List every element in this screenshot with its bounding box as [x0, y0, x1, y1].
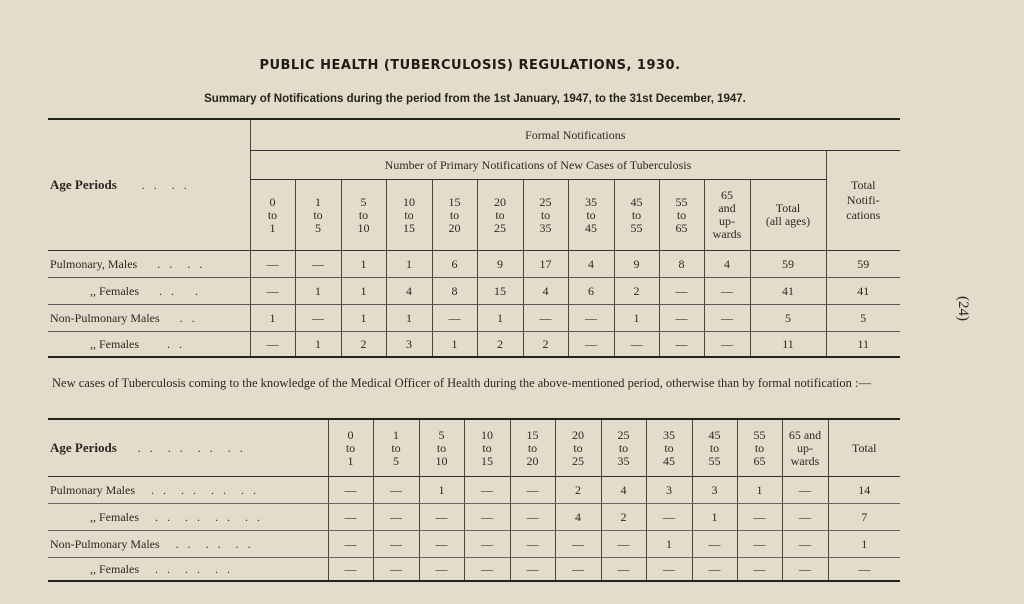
age-column-header: 45 to 55	[692, 419, 737, 477]
table-cell: 2	[614, 278, 659, 305]
table-cell: —	[782, 477, 828, 504]
table-cell: —	[555, 558, 601, 582]
table-cell: —	[828, 558, 900, 582]
table-row	[48, 305, 900, 332]
leader-dots: . . . . . . . .	[151, 482, 259, 497]
table-cell: —	[523, 305, 568, 332]
row-label: Non-Pulmonary Males . .	[48, 305, 250, 332]
table-cell: —	[659, 278, 704, 305]
table-cell: —	[782, 531, 828, 558]
table-cell: —	[250, 278, 295, 305]
formal-notifications-table	[48, 118, 900, 358]
table-cell: 1	[341, 278, 386, 305]
table-cell: 1	[386, 251, 432, 278]
table-cell: —	[646, 558, 692, 582]
table-cell: 15	[477, 278, 523, 305]
table-cell: —	[568, 332, 614, 358]
table-cell: —	[614, 332, 659, 358]
table-cell: 1	[477, 305, 523, 332]
total-all-ages-header: Total (all ages)	[750, 180, 826, 251]
age-column-header: 10 to 15	[386, 180, 432, 251]
table-cell: —	[373, 558, 419, 582]
table-cell: 41	[826, 278, 900, 305]
table-cell: —	[737, 504, 782, 531]
table-cell: —	[601, 558, 646, 582]
age-column-header: 45 to 55	[614, 180, 659, 251]
table-cell: 2	[477, 332, 523, 358]
table-cell: —	[373, 477, 419, 504]
table-cell: 17	[523, 251, 568, 278]
table-cell: —	[568, 305, 614, 332]
table-cell: 7	[828, 504, 900, 531]
table-cell: 1	[419, 477, 464, 504]
table-cell: 1	[250, 305, 295, 332]
table-cell: —	[464, 558, 510, 582]
table-cell: 4	[601, 477, 646, 504]
table-cell: —	[373, 531, 419, 558]
table-cell: —	[510, 504, 555, 531]
table-cell: —	[704, 332, 750, 358]
table-cell: —	[295, 305, 341, 332]
table-cell: 6	[432, 251, 477, 278]
table-row	[48, 477, 900, 504]
row-label: Pulmonary, Males . . . .	[48, 251, 250, 278]
table-cell: —	[432, 305, 477, 332]
total-notifications-header: Total Notifi- cations	[826, 151, 900, 251]
table-cell: 4	[523, 278, 568, 305]
table-cell: 9	[614, 251, 659, 278]
age-column-header: 55 to 65	[737, 419, 782, 477]
row-label: ,, Females . . . . . . . .	[48, 504, 328, 531]
table-row	[48, 504, 900, 531]
row-label: ,, Females . . .	[48, 278, 250, 305]
table-cell: 5	[826, 305, 900, 332]
age-column-header: 0 to 1	[328, 419, 373, 477]
table-cell: —	[328, 504, 373, 531]
page-subtitle: Summary of Notifications during the period from the 1st January, 1947, to the 31st December, 1947.	[204, 93, 746, 105]
table-cell: —	[328, 477, 373, 504]
table-cell: —	[646, 504, 692, 531]
leader-dots: . . . .	[157, 256, 206, 271]
row-label: ,, Females . . . . . .	[48, 558, 328, 582]
table-cell: —	[659, 332, 704, 358]
leader-dots: . . . . . . . .	[155, 509, 263, 524]
table-cell: 1	[692, 504, 737, 531]
table-row	[48, 332, 900, 358]
table-cell: 3	[646, 477, 692, 504]
table-cell: 3	[386, 332, 432, 358]
table-cell: 3	[692, 477, 737, 504]
table-cell: —	[464, 504, 510, 531]
row-label: ,, Females . .	[48, 332, 250, 358]
other-notifications-table	[48, 418, 900, 582]
age-column-header: 35 to 45	[568, 180, 614, 251]
leader-dots: . . .	[159, 283, 201, 298]
table-cell: —	[704, 305, 750, 332]
table-cell: 11	[826, 332, 900, 358]
leader-dots: . . . . . . . .	[137, 441, 246, 455]
table-cell: 1	[386, 305, 432, 332]
table-cell: 2	[341, 332, 386, 358]
table-cell: —	[328, 531, 373, 558]
table-cell: 11	[750, 332, 826, 358]
table-cell: —	[737, 558, 782, 582]
table-cell: —	[419, 558, 464, 582]
age-column-header: 0 to 1	[250, 180, 295, 251]
table-cell: —	[704, 278, 750, 305]
table-cell: 4	[704, 251, 750, 278]
table-cell: —	[419, 504, 464, 531]
row-label: Pulmonary Males . . . . . . . .	[48, 477, 328, 504]
table-row	[48, 558, 900, 582]
age-column-header: 5 to 10	[419, 419, 464, 477]
age-periods-label-2: Age Periods	[50, 440, 117, 455]
table-cell: 1	[646, 531, 692, 558]
table-cell: 41	[750, 278, 826, 305]
table-cell: —	[782, 504, 828, 531]
table-row	[48, 278, 900, 305]
table-cell: —	[373, 504, 419, 531]
age-column-header: 15 to 20	[432, 180, 477, 251]
table-cell: 9	[477, 251, 523, 278]
age-column-header: 25 to 35	[523, 180, 568, 251]
table-cell: —	[419, 531, 464, 558]
leader-dots: . .	[167, 336, 185, 351]
table-cell: —	[295, 251, 341, 278]
age-periods-header-2	[48, 419, 328, 477]
table-cell: 2	[555, 477, 601, 504]
intro-text: New cases of Tuberculosis coming to the knowledge of the Medical Officer of Health during the above-mentioned period, otherwise than by formal notification :—	[52, 376, 872, 390]
leader-dots: . . . . . .	[175, 536, 254, 551]
table-row	[48, 531, 900, 558]
age-column-header: 65 and up- wards	[782, 419, 828, 477]
leader-dots: . .	[179, 310, 198, 325]
table-cell: —	[464, 531, 510, 558]
table-cell: 59	[750, 251, 826, 278]
age-column-header: 5 to 10	[341, 180, 386, 251]
table-cell: 1	[341, 251, 386, 278]
table-cell: —	[328, 558, 373, 582]
table-cell: 4	[555, 504, 601, 531]
page-title: PUBLIC HEALTH (TUBERCULOSIS) REGULATIONS, 1930.	[259, 58, 681, 73]
table-cell: —	[510, 477, 555, 504]
table-cell: 6	[568, 278, 614, 305]
table-cell: 4	[568, 251, 614, 278]
table-cell: 5	[750, 305, 826, 332]
table-cell: —	[250, 251, 295, 278]
row-label: Non-Pulmonary Males . . . . . .	[48, 531, 328, 558]
table-cell: 1	[341, 305, 386, 332]
primary-notifications-header: Number of Primary Notifications of New Cases of Tuberculosis	[250, 151, 826, 180]
age-column-header: 1 to 5	[373, 419, 419, 477]
age-column-header: 55 to 65	[659, 180, 704, 251]
table-cell: —	[250, 332, 295, 358]
table-cell: 1	[295, 332, 341, 358]
table-cell: 8	[659, 251, 704, 278]
table-cell: —	[555, 531, 601, 558]
table-cell: —	[464, 477, 510, 504]
age-column-header: 20 to 25	[477, 180, 523, 251]
table-cell: 1	[828, 531, 900, 558]
table-cell: —	[601, 531, 646, 558]
table-cell: —	[510, 558, 555, 582]
age-column-header: 25 to 35	[601, 419, 646, 477]
formal-notifications-header: Formal Notifications	[250, 119, 900, 151]
age-column-header: 65 and up- wards	[704, 180, 750, 251]
age-column-header: 20 to 25	[555, 419, 601, 477]
page-number: (24)	[955, 296, 971, 321]
table-cell: —	[782, 558, 828, 582]
table-cell: —	[737, 531, 782, 558]
table-cell: 4	[386, 278, 432, 305]
age-periods-label: Age Periods	[50, 177, 117, 192]
total-header: Total	[828, 419, 900, 477]
age-column-header: 10 to 15	[464, 419, 510, 477]
table-cell: 1	[737, 477, 782, 504]
table-cell: 8	[432, 278, 477, 305]
age-column-header: 35 to 45	[646, 419, 692, 477]
table-row	[48, 251, 900, 278]
leader-dots: . . . . . .	[155, 561, 233, 576]
leader-dots: . . . .	[141, 178, 190, 192]
age-column-header: 15 to 20	[510, 419, 555, 477]
age-periods-header	[48, 119, 250, 251]
table-cell: 1	[614, 305, 659, 332]
table-cell: 2	[601, 504, 646, 531]
table-cell: 2	[523, 332, 568, 358]
table-cell: —	[510, 531, 555, 558]
table-cell: —	[659, 305, 704, 332]
table-cell: 59	[826, 251, 900, 278]
table-cell: —	[692, 531, 737, 558]
table-cell: 1	[295, 278, 341, 305]
table-cell: 1	[432, 332, 477, 358]
table-cell: —	[692, 558, 737, 582]
table-cell: 14	[828, 477, 900, 504]
age-column-header: 1 to 5	[295, 180, 341, 251]
